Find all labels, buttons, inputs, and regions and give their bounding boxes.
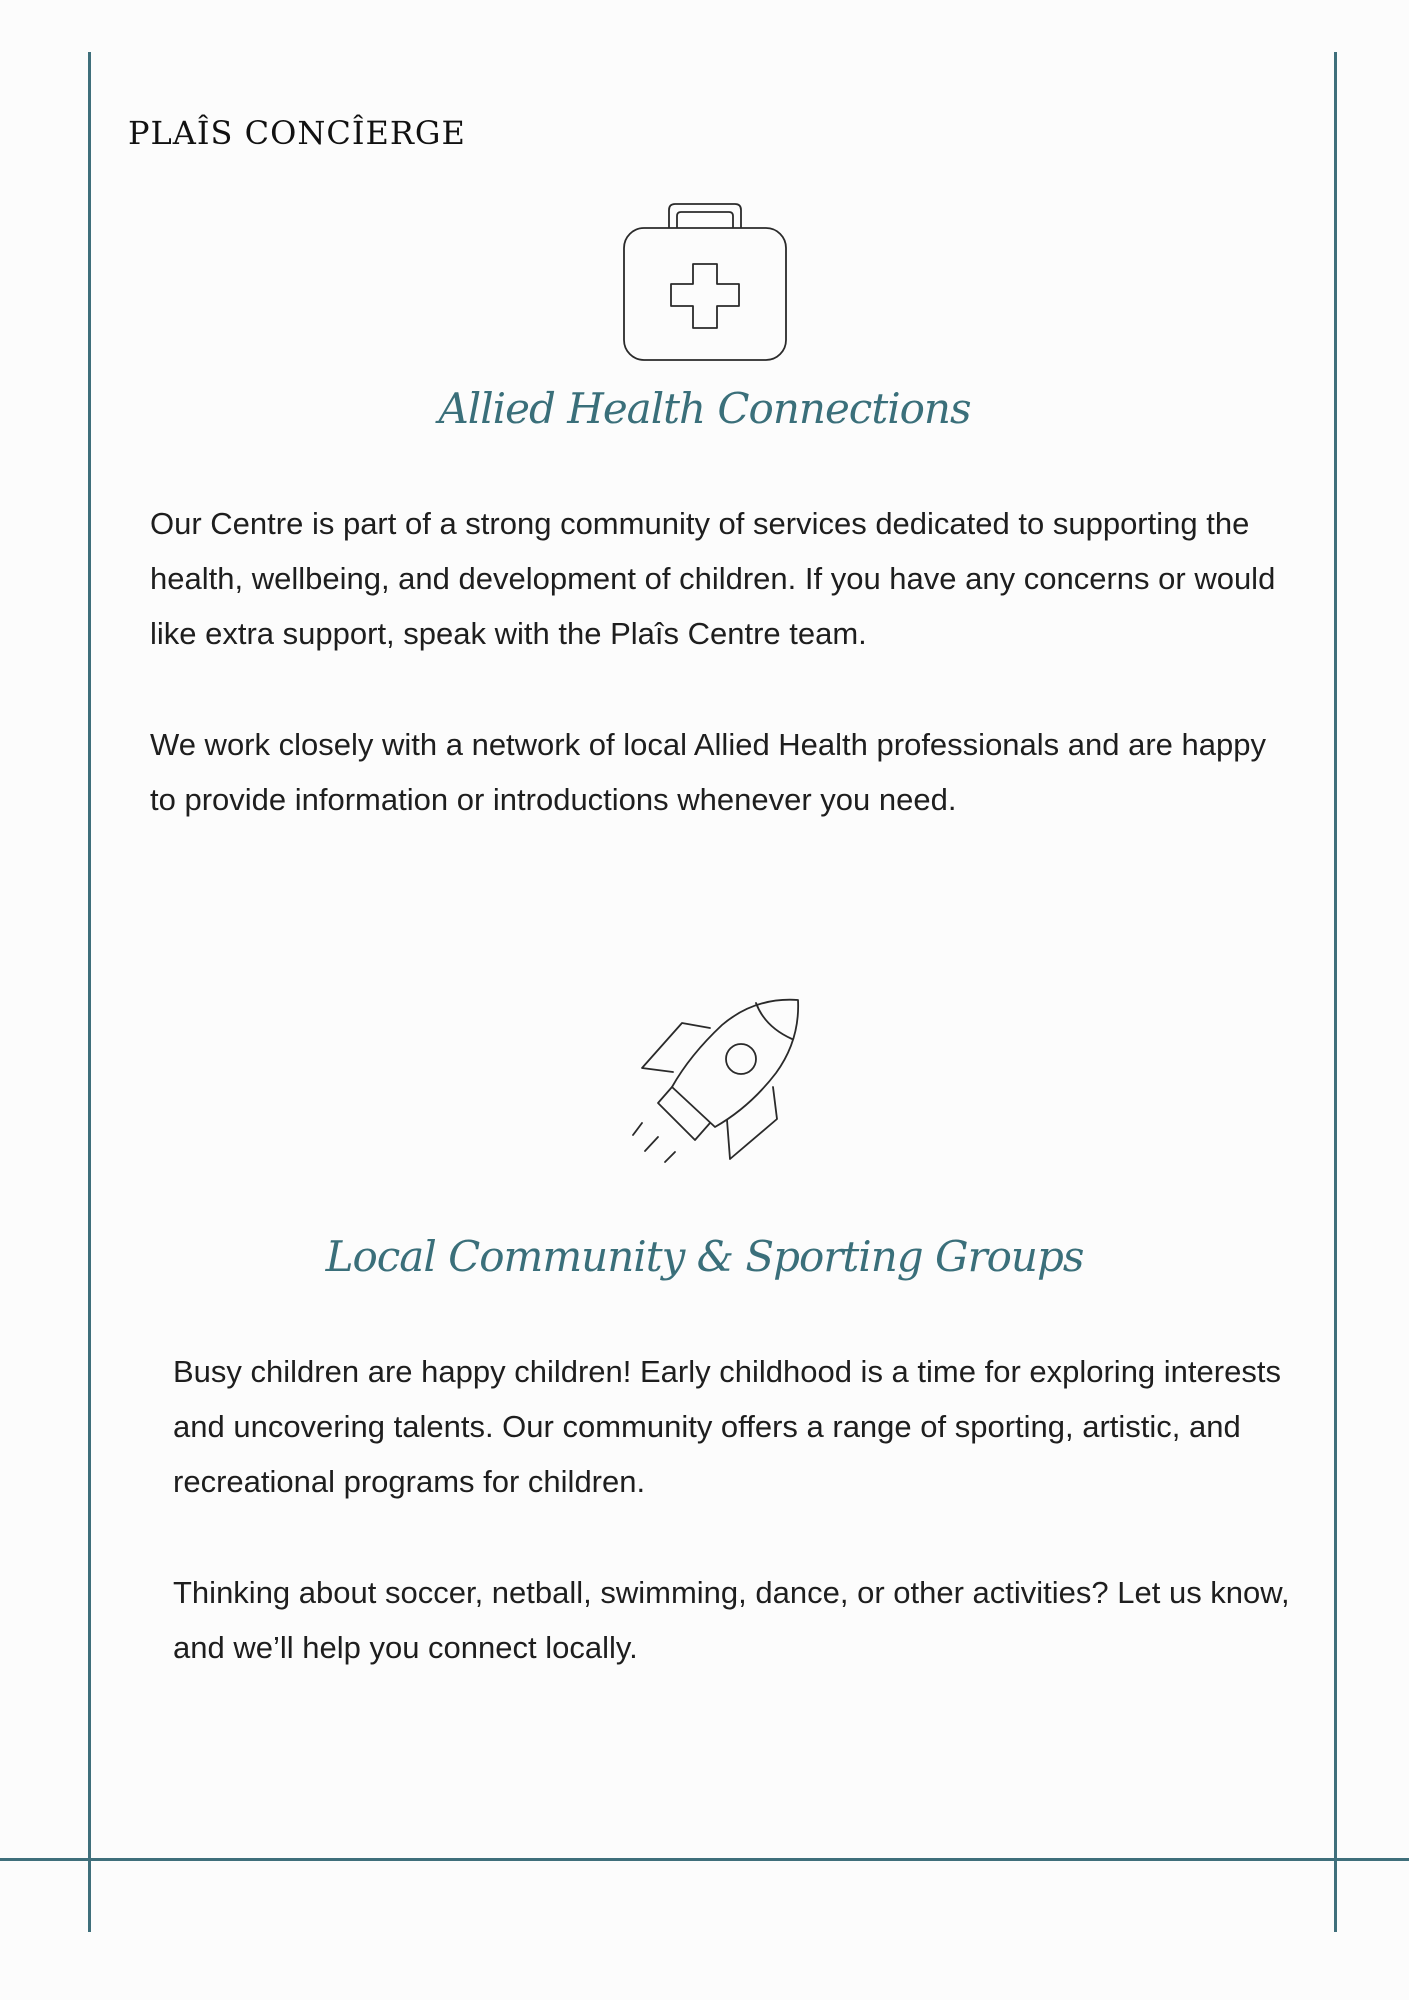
frame-left-line — [88, 52, 91, 1932]
brand-name: PLAÎS CONCÎERGE — [128, 114, 466, 152]
frame-bottom-line — [0, 1858, 1409, 1861]
allied-health-paragraph-1: Our Centre is part of a strong community of services dedicated to supporting the health, wellbeing, and development of children. If you have any concerns or would like extra support, speak with the Plaîs Centre team. — [150, 506, 1276, 651]
rocket-icon — [630, 995, 805, 1165]
first-aid-kit-icon — [620, 200, 790, 364]
community-paragraph-2: Thinking about soccer, netball, swimming, dance, or other activities? Let us know, and we’ll help you connect locally. — [173, 1575, 1290, 1665]
section-title-allied-health: Allied Health Connections — [438, 384, 971, 433]
allied-health-paragraph-2: We work closely with a network of local Allied Health professionals and are happy to provide information or introductions whenever you need. — [150, 727, 1266, 817]
community-paragraph-1: Busy children are happy children! Early childhood is a time for exploring interests and uncovering talents. Our community offers a range of sporting, artistic, and recreational programs for children. — [173, 1354, 1281, 1499]
frame-right-line — [1334, 52, 1337, 1932]
section-title-community-sporting: Local Community & Sporting Groups — [325, 1232, 1084, 1281]
